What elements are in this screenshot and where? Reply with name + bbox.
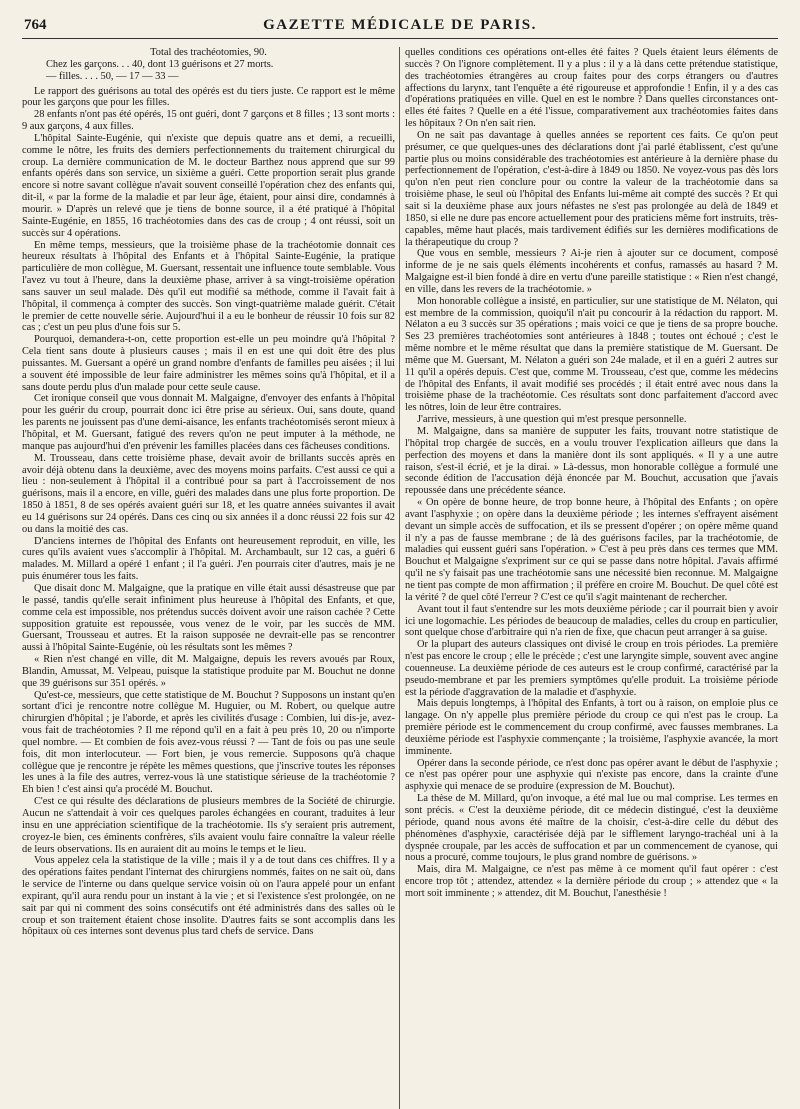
stats-title: Total des trachéotomies, 90. <box>150 47 267 58</box>
paragraph: M. Malgaigne, dans sa manière de supputer les faits, trouvant notre statistique de l'hôpital trop chargée de succès, en a voulu trouver l'explication ailleurs que dans la perfection des moyens et dans la manière dont ils sont appliqués. « Il y a une autre raison, s'est-il écrié, et je la dirai. » Là-dessus, mon honorable collègue a formulé une seconde édition de l'accusation déjà énoncée par M. Bouchut, accusation que j'avais repoussée dans une précédente séance. <box>405 426 778 497</box>
paragraph: Cet ironique conseil que vous donnait M. Malgaigne, d'envoyer des enfants à l'hôpital pour les guérir du croup, pourrait donc ici être prise au sérieux. Oui, sans doute, quand les parents ne jouissent pas d'une demi-aisance, les enfants trachéotomisés seront mieux à l'hôpital, et M. Guersant, fatigué des revers qu'on ne peut imputer à la méthode, ne manque pas aujourd'hui d'en prévenir les familles placées dans ces fâcheuses conditions. <box>22 393 395 452</box>
paragraph: C'est ce qui résulte des déclarations de plusieurs membres de la Société de chirurgie. Aucun ne s'attendait à voir ces quelques paroles échangées en courant, traduites à leur insu en une appréciation scientifique de la trachéotomie. Ils s'y seraient pris autrement, croyez-le bien, ces éminents confrères, s'ils avaient voulu faire connaître la valeur réelle de leurs observations. Ils en auraient dit au moins le temps et le lieu. <box>22 796 395 855</box>
paragraph: Que disait donc M. Malgaigne, que la pratique en ville était aussi désastreuse que par le passé, tandis qu'elle serait infiniment plus heureuse à l'hôpital des Enfants, et que, comme cela est impossible, nos prétendus succès doivent avoir une raison cachée ? Cette supposition gratuite est repoussée, vous venez de le voir, par les succès de MM. Guersant, Trousseau et autres. Et la raison supposée ne devrait-elle pas se rencontrer aussi à l'hôpital Sainte-Eugénie, où les résultats sont les mêmes ? <box>22 582 395 654</box>
stats-girls: — filles. . . . 50, — 17 — 33 — <box>46 70 179 82</box>
paragraph: Avant tout il faut s'entendre sur les mots deuxième période ; car il pourrait bien y avoir ici une logomachie. Les périodes de beaucoup de maladies, celles du croup en particulier, sont quelque chose d'arbitraire qui n'a rien de fixe, que chacun peut arranger à sa guise. <box>405 603 778 639</box>
paragraph: Qu'est-ce, messieurs, que cette statistique de M. Bouchut ? Supposons un instant qu'en sortant d'ici je rencontre notre collègue M. Huguier, ou M. Robert, ou quelque autre chirurgien d'hôpital ; je l'aborde, et après les civilités d'usage : Combien, lui dis-je, avez-vous fait de trachéotomies ? Il me répond qu'il en a fait à peu près 10, 20 ou n'importe quel nombre. — Et combien de fois avez-vous réussi ? — Tant de fois ou pas une seule fois, dit mon interlocuteur. — Fort bien, je vous remercie. Supposons qu'à chaque collègue que je rencontre je répète les mêmes questions, que j'inscrive toutes les réponses les unes à la file des autres, verrez-vous là une statistique sérieuse de la trachéotomie ? Eh bien ! c'est ainsi qu'a procédé M. Bouchut. <box>22 689 395 796</box>
paragraph: En même temps, messieurs, que la troisième phase de la trachéotomie donnait ces heureux résultats à l'hôpital des Enfants et à l'hôpital Sainte-Eugénie, la pratique particulière de mon collègue, M. Guersant, ressentait une influence toute semblable. Vous l'avez vu tout à l'heure, dans la deuxième phase, arriver à sa vingt-troisième opération sans sauver un seul malade. Dès qu'il eut modifié sa méthode, comme il l'avait fait à l'hôpital, il commença à compter des succès. Son vingt-quatrième malade guérit. C'était le premier de cette nouvelle série. Aujourd'hui il a eu le bonheur de réussir 10 fois sur 82 cas ; c'est un peu plus d'une fois sur 5. <box>22 239 395 334</box>
page-number: 764 <box>24 17 47 33</box>
paragraph: quelles conditions ces opérations ont-elles été faites ? Quels étaient leurs éléments de succès ? On l'ignore complètement. Il y a plus : il y a là dans cette prétendue statistique, des trachéotomies étrangères au croup faites pour des corps étrangers ou d'autres affections du larynx, tant l'enquête a été rigoureuse et approfondie ! Enfin, il y a des cas d'opérations pratiquées en ville. Quel en est le nombre ? Dans quelles circonstances ont-elles été faites ? Quelle en a été l'issue, comparativement aux trachéotomies faites dans les hôpitaux ? On n'en sait rien. <box>405 47 778 130</box>
paragraph: Opérer dans la seconde période, ce n'est donc pas opérer avant le début de l'asphyxie ; ce n'est pas opérer pour une asphyxie qui n'existe pas encore, dans la crainte d'une asphyxie qui menace de se produire (expression de M. Bouchut). <box>405 757 778 793</box>
page-header <box>22 10 778 39</box>
stats-boys: Chez les garçons. . . 40, dont 13 guérisons et 27 morts. <box>46 58 274 70</box>
paragraph: La thèse de M. Millard, qu'on invoque, a été mal lue ou mal comprise. Les termes en sont précis. « C'est la deuxième période, dit ce médecin distingué, c'est la deuxième période, quand nous avons été maître de la choisir, c'est-à-dire celle du début des phénomènes d'asphyxie, caractérisée déjà par le sifflement laryngo-trachéal uni à la dyspnée croupale, par les accès de suffocation et par un commencement de cyanose, qui nous a procuré, comme toujours, le plus grand nombre de guérisons. » <box>405 793 778 864</box>
paragraph: On ne sait pas davantage à quelles années se reportent ces faits. Ce qu'on peut présumer, ce que quelques-unes des déclarations dont j'ai parlé établissent, c'est qu'une partie plus ou moins considérable des trachéotomies est antérieure à la dernière phase du perfectionnement de l'opération, c'est-à-dire à 1849 ou 1850. Ne voyez-vous pas dès lors qu'on n'en peut rien conclure pour ou contre la valeur de la trachéotomie dans sa troisième phase, le seul où l'hôpital des Enfants lui-même ait compté des succès ? Et qui sait si la deuxième phase aux jours néfastes ne s'est pas prolongée au delà de 1849 et 1850, si elle ne dure pas encore actuellement pour des praticiens même fort instruits, très-capables, même haut placés, mais tardivement édifiés sur les dernières modifications de la thérapeutique du croup ? <box>405 129 778 248</box>
paragraph: Or la plupart des auteurs classiques ont divisé le croup en trois périodes. La première n'est pas encore le croup ; elle le précède ; c'est une laryngite simple, souvent avec angine couenneuse. La deuxième période de ces auteurs est le croup confirmé, caractérisé par la pseudo-membrane et par les premiers symptômes qu'elle produit. La troisième période est la période d'aggravation de la maladie et d'asphyxie. <box>405 639 778 698</box>
text-columns <box>22 47 778 938</box>
paragraph: Mais depuis longtemps, à l'hôpital des Enfants, à tort ou à raison, on emploie plus ce langage. On n'y appelle plus première période du croup ce qui n'est pas le croup. La première période est le commencement du croup confirmé, avec fausses membranes. La deuxième période est l'asphyxie commençante ; la troisième, l'asphyxie avancée, la mort imminente. <box>405 698 778 757</box>
paragraph: « Rien n'est changé en ville, dit M. Malgaigne, depuis les revers avoués par Roux, Blandin, Amussat, M. Velpeau, puisque la statistique produite par M. Bouchut ne donne que 39 guérisons sur 351 opérés. » <box>22 654 395 689</box>
paragraph: M. Trousseau, dans cette troisième phase, devait avoir de brillants succès après en avoir déjà obtenu dans la deuxième, avec des moyens moins parfaits. C'est aussi ce qui a lieu : non-seulement à l'hôpital il a contribué pour sa part à l'accroissement de nos guérisons, mais il a encore, en ville, guéri des malades dans une plus forte proportion. De 1850 à 1851, 8 de ses opérés avaient guéri sur 18, et les quatre années suivantes il avait eu 14 guérisons sur 24 opérés. Dans ces cinq ou six années il a donc réussi 22 fois sur 42 ou dans la moitié des cas. <box>22 452 395 535</box>
paragraph: Vous appelez cela la statistique de la ville ; mais il y a de tout dans ces chiffres. Il y a des opérations faites pendant l'internat des chirurgiens nommés, faites on ne sait où, dans le service de l'interne ou dans quelque service voisin où on l'aura appelé pour un enfant expirant, qu'il aura rendu pour un instant à la vie ; et si l'existence s'est prolongée, on ne sait par qui ni comment des soins consécutifs ont été administrés dans des salles où le croup et son traitement étaient chose insolite. D'autres faits se sont accomplis dans les hôpitaux où ces internes sont devenus plus tard chefs de service. Dans <box>22 855 395 938</box>
running-title: GAZETTE MÉDICALE DE PARIS. <box>263 17 537 33</box>
left-column <box>22 47 395 938</box>
paragraph: Que vous en semble, messieurs ? Ai-je rien à ajouter sur ce document, composé informe de je ne sais quels éléments incohérents et confus, ramassés au hasard ? M. Malgaigne est-il bien fondé à dire en vertu d'une pareille statistique : « Rien n'est changé, en ville, dans les revers de la trachéotomie. » <box>405 248 778 295</box>
paragraph: Mais, dira M. Malgaigne, ce n'est pas même à ce moment qu'il faut opérer : c'est encore trop tôt ; attendez, attendez « la dernière période du croup ; » attendez que « la mort soit imminente ; » attendez, dit M. Bouchut, l'anesthésie ! <box>405 864 778 899</box>
paragraph: Mon honorable collègue a insisté, en particulier, sur une statistique de M. Nélaton, qui est membre de la commission, quoiqu'il n'ait pu concourir à la rédaction du rapport. M. Nélaton a eu 3 succès sur 35 opérations ; mais voici ce que je tiens de sa propre bouche. Ses 23 premières trachéotomies sont antérieures à 1848 ; toutes ont échoué ; c'est le même nombre et le même résultat que dans la première statistique de M. Guersant. De même que M. Guersant, M. Nélaton a guéri son 24e malade, et il en a guéri 2 autres sur 11 qu'il a opérés depuis. C'est que, comme M. Trousseau, c'est que, comme les médecins de l'hôpital des Enfants, il avait modifié ses procédés ; il était entré avec nous dans la troisième phase de la trachéotomie. Ces résultats sont donc parfaitement d'accord avec les nôtres, loin de leur être contraires. <box>405 295 778 414</box>
paragraph: L'hôpital Sainte-Eugénie, qui n'existe que depuis quatre ans et demi, a recueilli, comme le nôtre, les fruits des derniers perfectionnements du traitement chirurgical du croup. La dernière communication de M. le docteur Barthez nous apprend que sur 99 enfants opérés dans son service, un sixième a guéri. Cette proportion serait plus grande encore si notre savant collègue n'avait souvent conseillé l'opération chez des enfants qui, dit-il, « par la forme de la maladie et par leur âge, étaient, pour ainsi dire, condamnés à mourir. » D'après un relevé que je tiens de bonne source, il a été pratiqué à l'hôpital Sainte-Eugénie, en 1855, 16 trachéotomies dans des cas de croup ; 4 ont réussi, soit un succès sur 4 opérations. <box>22 132 395 239</box>
right-column <box>405 47 778 938</box>
paragraph: J'arrive, messieurs, à une question qui m'est presque personnelle. <box>417 414 687 426</box>
paragraph: 28 enfants n'ont pas été opérés, 15 ont guéri, dont 7 garçons et 8 filles ; 13 sont morts : 9 aux garçons, 4 aux filles. <box>22 109 395 133</box>
paragraph: Pourquoi, demandera-t-on, cette proportion est-elle un peu moindre qu'à l'hôpital ? Cela tient sans doute à plusieurs causes ; mais il en est une qui doit être des plus puissantes. M. Guersant a opéré un grand nombre d'enfants de familles peu aisées ; il lui a souvent été impossible de leur faire administrer les mêmes soins qu'à l'hôpital, et il a sans doute perdu plus d'un malade pour cette seule cause. <box>22 334 395 393</box>
paragraph: « On opère de bonne heure, de trop bonne heure, à l'hôpital des Enfants ; on opère avant l'asphyxie ; on opère dans la deuxième période ; les internes s'effrayent aisément devant un simple accès de suffocation, et ils se pressent d'opérer ; on opère même quand il n'y a pas de fausse membrane ; de là des guérisons faciles, par la trachéotomie, de maladies qui eussent guéri sans l'opération. » C'est à peu près dans ces termes que MM. Bouchut et Malgaigne s'expriment sur ce qui se passe dans notre hôpital. J'avais affirmé qu'il ne s'y faisait pas une trachéotomie sans une nécessité bien reconnue. M. Malgaigne ne tient pas compte de mon affirmation ; il préfère en croire M. Bouchut. De quel côté est la vérité ? de quel côté l'erreur ? C'est ce qu'il s'agit maintenant de rechercher. <box>405 497 778 603</box>
paragraph: D'anciens internes de l'hôpital des Enfants ont heureusement reproduit, en ville, les cures qu'ils avaient vues s'accomplir à l'hôpital. M. Archambault, sur 12 cas, a guéri 6 malades. M. Millard a opéré 1 enfant ; il l'a guéri. J'en pourrais citer d'autres, mais je ne puis énumérer tous les faits. <box>22 535 395 583</box>
paragraph: Le rapport des guérisons au total des opérés est du tiers juste. Ce rapport est le même pour les garçons que pour les filles. <box>22 85 395 109</box>
